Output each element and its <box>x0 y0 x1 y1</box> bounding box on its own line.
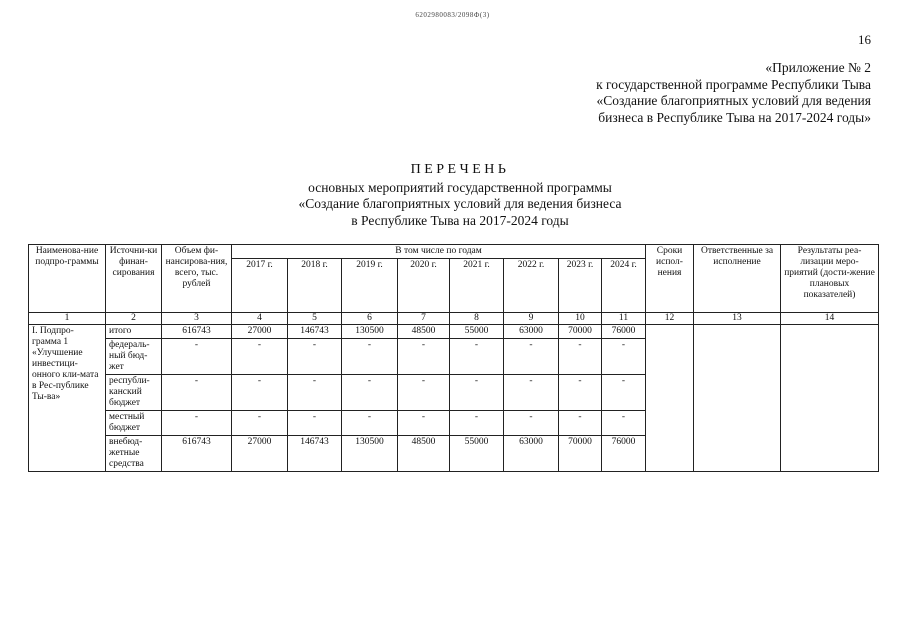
year-cell: - <box>602 411 646 436</box>
header-source: Источни-ки финан-сирования <box>106 245 162 313</box>
year-cell: - <box>559 375 602 411</box>
table-row <box>29 325 879 339</box>
source-cell: местный бюджет <box>106 411 162 436</box>
column-number: 9 <box>504 313 559 325</box>
year-cell: - <box>398 375 450 411</box>
appendix-line: «Создание благоприятных условий для ведения <box>596 93 871 108</box>
total-cell: - <box>162 375 232 411</box>
column-number: 14 <box>781 313 879 325</box>
year-cell: - <box>288 339 342 375</box>
year-cell: - <box>398 411 450 436</box>
column-number: 13 <box>694 313 781 325</box>
year-cell: 63000 <box>504 325 559 339</box>
appendix-line: к государственной программе Республики Тыва <box>596 76 871 92</box>
appendix-line: бизнеса в Республике Тыва на 2017-2024 годы» <box>598 109 871 125</box>
column-number-row <box>29 313 879 325</box>
header-year: 2019 г. <box>342 259 398 313</box>
title-main: ПЕРЕЧЕНЬ <box>410 162 510 177</box>
column-number: 5 <box>288 313 342 325</box>
year-cell: - <box>559 411 602 436</box>
year-cell: 55000 <box>450 436 504 472</box>
header-year: 2018 г. <box>288 259 342 313</box>
year-cell: - <box>602 375 646 411</box>
year-cell: - <box>504 375 559 411</box>
year-cell: - <box>602 339 646 375</box>
year-cell: - <box>559 339 602 375</box>
total-cell: 616743 <box>162 436 232 472</box>
header-year: 2024 г. <box>602 259 646 313</box>
year-cell: 130500 <box>342 436 398 472</box>
header-year: 2020 г. <box>398 259 450 313</box>
year-cell: - <box>342 375 398 411</box>
total-cell: 616743 <box>162 325 232 339</box>
year-cell: 146743 <box>288 436 342 472</box>
year-cell: - <box>450 339 504 375</box>
year-cell: - <box>504 339 559 375</box>
year-cell: - <box>232 375 288 411</box>
header-by-years: В том числе по годам <box>232 245 646 259</box>
column-number: 11 <box>602 313 646 325</box>
header-year: 2023 г. <box>559 259 602 313</box>
column-number: 3 <box>162 313 232 325</box>
year-cell: 70000 <box>559 325 602 339</box>
total-cell: - <box>162 411 232 436</box>
document-stamp: 6202980083/2098Ф(3) <box>415 11 490 19</box>
header-row <box>29 245 879 259</box>
source-cell: внебюд-жетные средства <box>106 436 162 472</box>
header-year: 2017 г. <box>232 259 288 313</box>
year-cell: 76000 <box>602 436 646 472</box>
year-cell: - <box>450 411 504 436</box>
source-cell: республи-канский бюджет <box>106 375 162 411</box>
responsible-cell <box>694 325 781 472</box>
page-number: 16 <box>858 32 871 47</box>
header-volume: Объем фи-нансирова-ния, всего, тыс. рублей <box>162 245 232 313</box>
year-cell: 70000 <box>559 436 602 472</box>
column-number: 2 <box>106 313 162 325</box>
year-cell: 146743 <box>288 325 342 339</box>
header-results: Результаты реа-лизации меро-приятий (дости-жение плановых показателей) <box>781 245 879 313</box>
year-cell: - <box>288 375 342 411</box>
year-cell: 27000 <box>232 436 288 472</box>
year-cell: 48500 <box>398 436 450 472</box>
year-cell: 27000 <box>232 325 288 339</box>
year-cell: 130500 <box>342 325 398 339</box>
appendix-line: «Приложение № 2 <box>765 60 871 75</box>
results-cell <box>781 325 879 472</box>
total-cell: - <box>162 339 232 375</box>
year-cell: 76000 <box>602 325 646 339</box>
year-cell: - <box>342 339 398 375</box>
document-title <box>180 162 740 229</box>
appendix-header <box>511 60 871 126</box>
year-cell: - <box>450 375 504 411</box>
header-year: 2021 г. <box>450 259 504 313</box>
title-line: в Республике Тыва на 2017-2024 годы <box>351 212 569 228</box>
year-cell: - <box>232 339 288 375</box>
title-line: «Создание благоприятных условий для ведения бизнеса <box>298 196 622 211</box>
column-number: 8 <box>450 313 504 325</box>
year-cell: - <box>504 411 559 436</box>
title-line: основных мероприятий государственной программы <box>308 179 612 195</box>
year-cell: - <box>342 411 398 436</box>
column-number: 6 <box>342 313 398 325</box>
year-cell: 48500 <box>398 325 450 339</box>
year-cell: 55000 <box>450 325 504 339</box>
header-deadline: Сроки испол-нения <box>646 245 694 313</box>
year-cell: - <box>398 339 450 375</box>
column-number: 12 <box>646 313 694 325</box>
column-number: 7 <box>398 313 450 325</box>
year-cell: - <box>288 411 342 436</box>
year-cell: - <box>232 411 288 436</box>
deadline-cell <box>646 325 694 472</box>
header-responsible: Ответственные за исполнение <box>694 245 781 313</box>
column-number: 10 <box>559 313 602 325</box>
year-cell: 63000 <box>504 436 559 472</box>
column-number: 1 <box>29 313 106 325</box>
header-name: Наименова-ние подпро-граммы <box>29 245 106 313</box>
activities-table <box>28 244 879 472</box>
subprogram-name: I. Подпро-грамма 1 «Улучшение инвестици-онного кли-мата в Рес-публике Ты-ва» <box>29 325 106 472</box>
source-cell: итого <box>106 325 162 339</box>
source-cell: федераль-ный бюд-жет <box>106 339 162 375</box>
header-year: 2022 г. <box>504 259 559 313</box>
column-number: 4 <box>232 313 288 325</box>
